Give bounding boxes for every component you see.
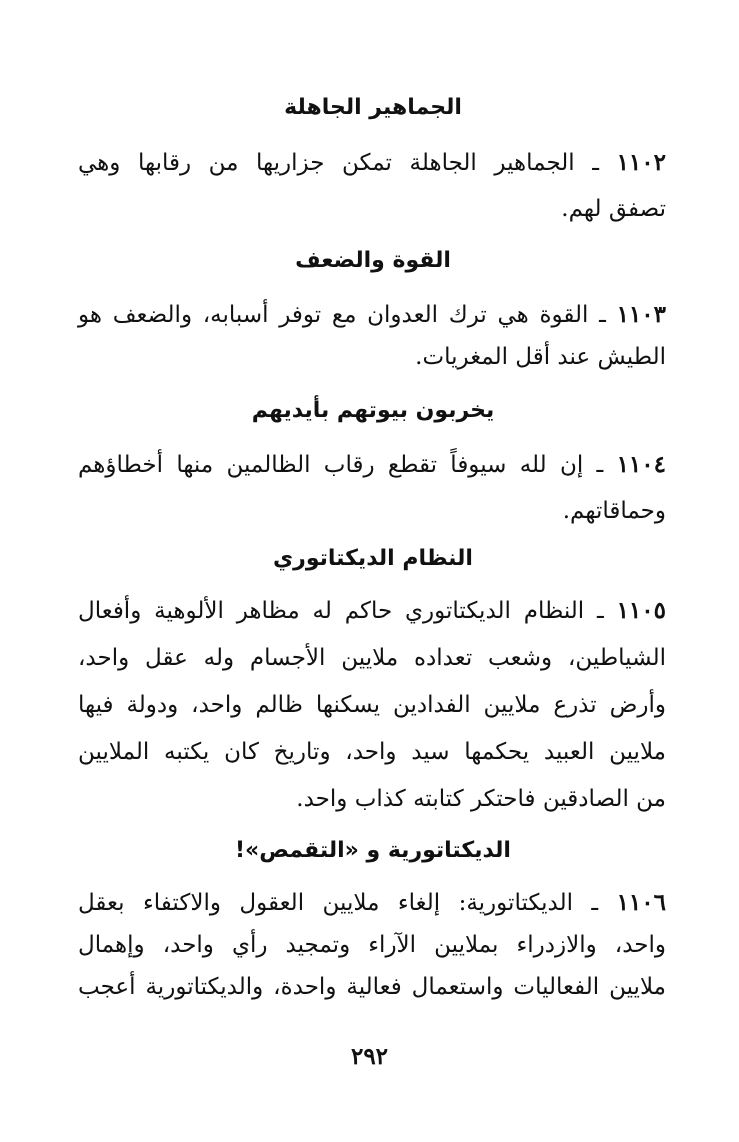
line-text: القوة هي ترك العدوان مع توفر أسبابه، والضعف هو <box>78 302 589 328</box>
number-separator: ـ <box>588 302 617 328</box>
entry-number: ١١٠٢ <box>616 149 666 176</box>
paragraph-line: الطيش عند أقل المغريات. <box>415 344 666 370</box>
entry-number: ١١٠٤ <box>616 451 666 478</box>
number-separator: ـ <box>574 150 617 176</box>
section-heading: النظام الديكتاتوري <box>273 546 473 571</box>
paragraph-line: واحد، والازدراء بملايين الآراء وتمجيد رأي واحد، وإهمال <box>78 932 666 958</box>
paragraph-line: وأرض تذرع ملايين الفدادين يسكنها ظالم واحد، ودولة فيها <box>78 692 666 718</box>
paragraph-line <box>78 298 666 332</box>
paragraph-line <box>78 594 666 628</box>
paragraph-line: تصفق لهم. <box>561 196 666 222</box>
entry-number: ١١٠٥ <box>616 597 666 624</box>
entry-number: ١١٠٦ <box>616 889 666 916</box>
line-text: الجماهير الجاهلة تمكن جزاريها من رقابها وهي <box>78 150 575 176</box>
page-number: ٢٩٢ <box>350 1043 389 1070</box>
line-text: الديكتاتورية: إلغاء ملايين العقول والاكتفاء بعقل <box>78 890 573 916</box>
paragraph-line: الشياطين، وشعب تعداده ملايين الأجسام وله عقل واحد، <box>78 645 666 671</box>
number-separator: ـ <box>584 598 617 624</box>
section-heading: يخربون بيوتهم بأيديهم <box>251 398 495 423</box>
paragraph-line: ملايين العبيد يحكمها سيد واحد، وتاريخ كان يكتبه الملايين <box>78 739 666 765</box>
section-heading: الجماهير الجاهلة <box>284 95 462 120</box>
paragraph-line <box>78 146 666 180</box>
paragraph-line <box>78 448 666 482</box>
paragraph-line: من الصادقين فاحتكر كتابته كذاب واحد. <box>296 786 666 812</box>
line-text: النظام الديكتاتوري حاكم له مظاهر الألوهية وأفعال <box>78 598 585 624</box>
paragraph-line: ملايين الفعاليات واستعمال فعالية واحدة، والديكتاتورية أعجب <box>78 974 666 1000</box>
line-text: إن لله سيوفاً تقطع رقاب الظالمين منها أخطاؤهم <box>78 452 584 478</box>
paragraph-line: وحماقاتهم. <box>562 498 666 524</box>
entry-number: ١١٠٣ <box>616 301 666 328</box>
number-separator: ـ <box>583 452 617 478</box>
number-separator: ـ <box>572 890 617 916</box>
section-heading: القوة والضعف <box>295 248 451 273</box>
paragraph-line <box>78 886 666 920</box>
section-heading: الديكتاتورية و «التقمص»! <box>235 838 511 863</box>
